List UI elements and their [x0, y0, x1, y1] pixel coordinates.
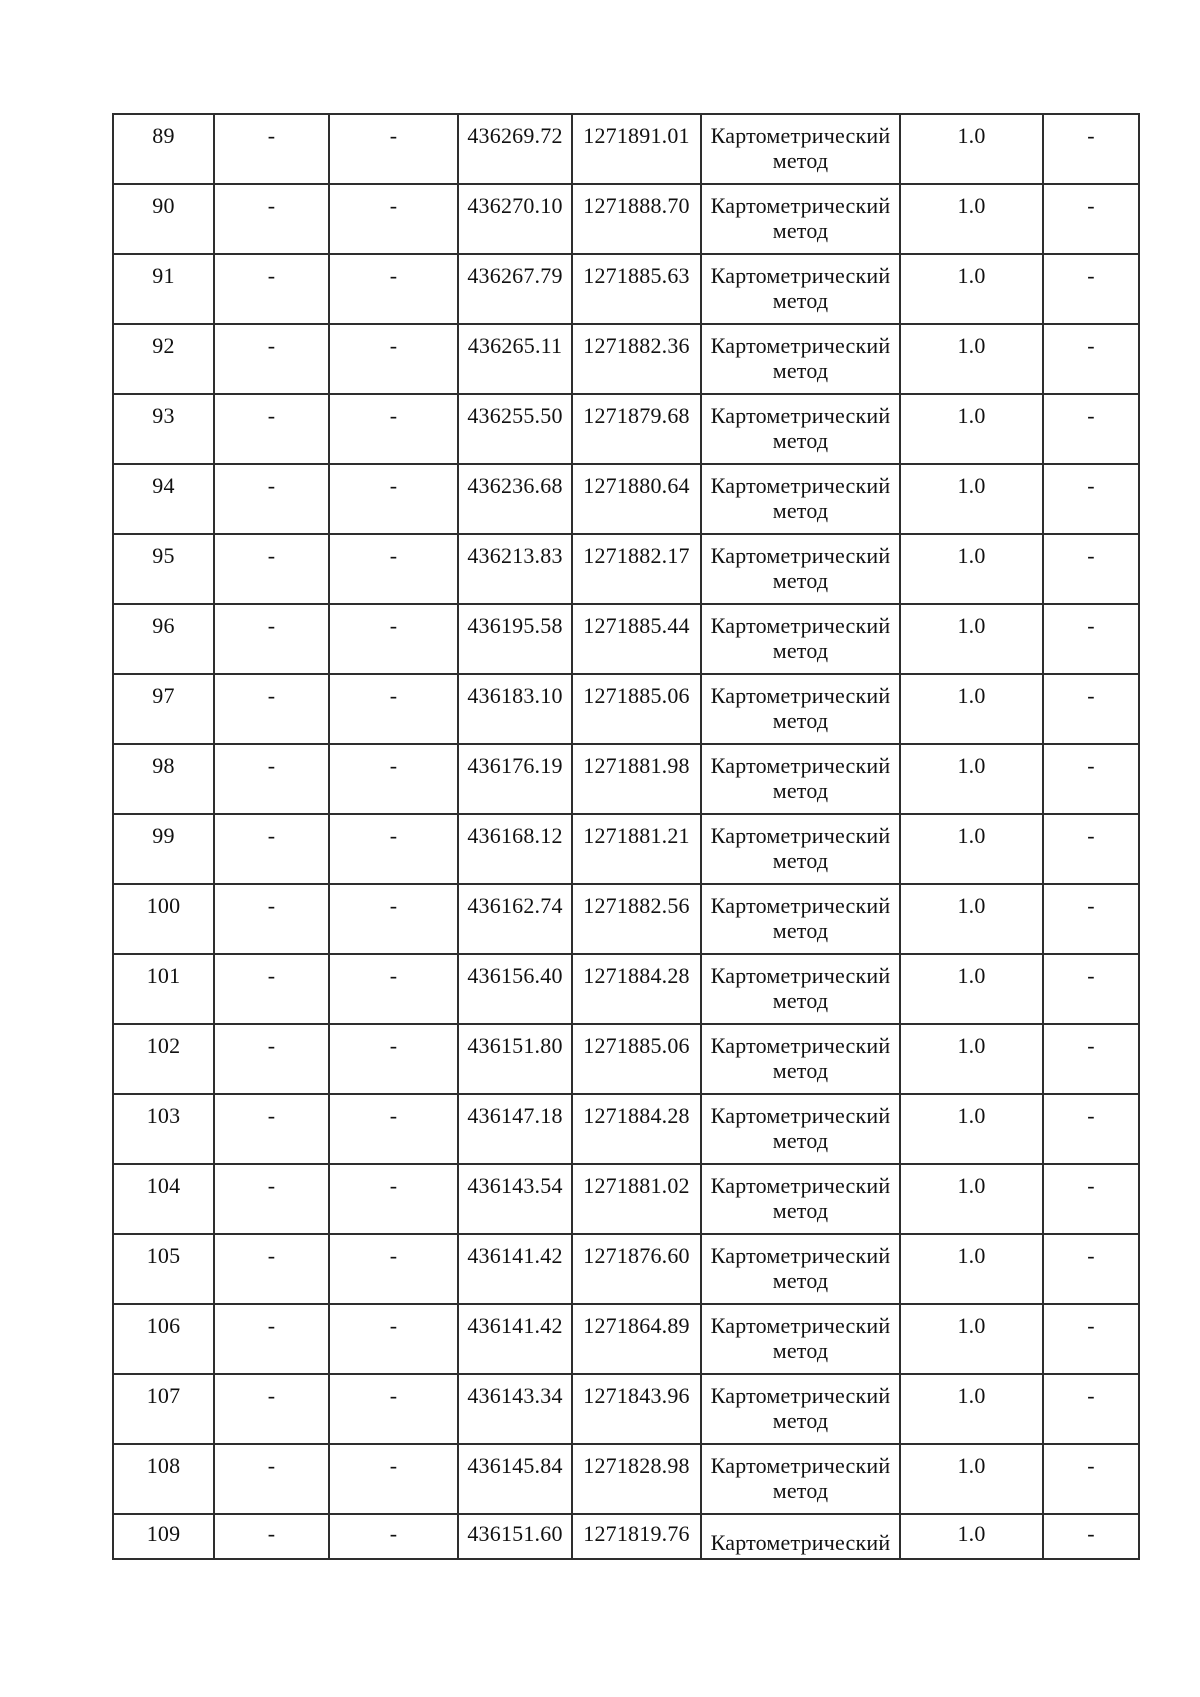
- method-cell: Картометрический метод: [701, 394, 900, 464]
- y-coordinate-cell: 1271876.60: [572, 1234, 701, 1304]
- point-number-cell: 92: [113, 324, 214, 394]
- existing-y-cell: -: [329, 954, 458, 1024]
- table-row: [113, 1164, 1139, 1234]
- existing-y-cell: -: [329, 1374, 458, 1444]
- point-number-cell: 107: [113, 1374, 214, 1444]
- point-number-cell: 97: [113, 674, 214, 744]
- x-coordinate-cell: 436267.79: [458, 254, 572, 324]
- method-cell: Картометрический метод: [701, 884, 900, 954]
- method-cell: Картометрический метод: [701, 814, 900, 884]
- precision-cell: 1.0: [900, 674, 1043, 744]
- table-row: [113, 814, 1139, 884]
- method-cell: Картометрический метод: [701, 604, 900, 674]
- point-number-cell: 93: [113, 394, 214, 464]
- existing-x-cell: -: [214, 1374, 329, 1444]
- method-cell: Картометрический метод: [701, 1444, 900, 1514]
- y-coordinate-cell: 1271881.98: [572, 744, 701, 814]
- existing-x-cell: -: [214, 954, 329, 1024]
- point-number-cell: 105: [113, 1234, 214, 1304]
- description-cell: -: [1043, 814, 1139, 884]
- precision-cell: 1.0: [900, 744, 1043, 814]
- x-coordinate-cell: 436255.50: [458, 394, 572, 464]
- point-number-cell: 98: [113, 744, 214, 814]
- existing-y-cell: -: [329, 1094, 458, 1164]
- table-row: [113, 324, 1139, 394]
- x-coordinate-cell: 436143.54: [458, 1164, 572, 1234]
- table-row: [113, 464, 1139, 534]
- table-row: [113, 394, 1139, 464]
- point-number-cell: 106: [113, 1304, 214, 1374]
- point-number-cell: 100: [113, 884, 214, 954]
- precision-cell: 1.0: [900, 114, 1043, 184]
- precision-cell: 1.0: [900, 1514, 1043, 1559]
- existing-y-cell: -: [329, 464, 458, 534]
- existing-x-cell: -: [214, 1304, 329, 1374]
- precision-cell: 1.0: [900, 1444, 1043, 1514]
- description-cell: -: [1043, 954, 1139, 1024]
- point-number-cell: 95: [113, 534, 214, 604]
- precision-cell: 1.0: [900, 184, 1043, 254]
- existing-y-cell: -: [329, 394, 458, 464]
- y-coordinate-cell: 1271881.21: [572, 814, 701, 884]
- method-cell: Картометрический метод: [701, 1164, 900, 1234]
- existing-x-cell: -: [214, 464, 329, 534]
- existing-y-cell: -: [329, 184, 458, 254]
- existing-y-cell: -: [329, 1234, 458, 1304]
- existing-x-cell: -: [214, 1234, 329, 1304]
- precision-cell: 1.0: [900, 1374, 1043, 1444]
- x-coordinate-cell: 436141.42: [458, 1304, 572, 1374]
- point-number-cell: 91: [113, 254, 214, 324]
- precision-cell: 1.0: [900, 394, 1043, 464]
- y-coordinate-cell: 1271882.36: [572, 324, 701, 394]
- method-cell: Картометрический метод: [701, 184, 900, 254]
- description-cell: -: [1043, 1234, 1139, 1304]
- existing-x-cell: -: [214, 184, 329, 254]
- existing-y-cell: -: [329, 1514, 458, 1559]
- y-coordinate-cell: 1271828.98: [572, 1444, 701, 1514]
- x-coordinate-cell: 436151.60: [458, 1514, 572, 1559]
- table-row: [113, 1094, 1139, 1164]
- description-cell: -: [1043, 114, 1139, 184]
- table-row: [113, 744, 1139, 814]
- description-cell: -: [1043, 534, 1139, 604]
- method-cell: Картометрический: [701, 1514, 900, 1559]
- y-coordinate-cell: 1271819.76: [572, 1514, 701, 1559]
- precision-cell: 1.0: [900, 1094, 1043, 1164]
- x-coordinate-cell: 436270.10: [458, 184, 572, 254]
- existing-x-cell: -: [214, 814, 329, 884]
- y-coordinate-cell: 1271885.06: [572, 1024, 701, 1094]
- point-number-cell: 102: [113, 1024, 214, 1094]
- description-cell: -: [1043, 1094, 1139, 1164]
- method-cell: Картометрический метод: [701, 674, 900, 744]
- table-row: [113, 1444, 1139, 1514]
- method-cell: Картометрический метод: [701, 1024, 900, 1094]
- table-row: [113, 884, 1139, 954]
- y-coordinate-cell: 1271888.70: [572, 184, 701, 254]
- method-cell: Картометрический метод: [701, 1234, 900, 1304]
- description-cell: -: [1043, 394, 1139, 464]
- y-coordinate-cell: 1271882.17: [572, 534, 701, 604]
- existing-x-cell: -: [214, 394, 329, 464]
- existing-x-cell: -: [214, 254, 329, 324]
- point-number-cell: 99: [113, 814, 214, 884]
- method-cell: Картометрический метод: [701, 464, 900, 534]
- table-row: [113, 254, 1139, 324]
- coordinates-table: [112, 113, 1140, 1560]
- point-number-cell: 104: [113, 1164, 214, 1234]
- table-row: [113, 1024, 1139, 1094]
- x-coordinate-cell: 436213.83: [458, 534, 572, 604]
- point-number-cell: 96: [113, 604, 214, 674]
- x-coordinate-cell: 436141.42: [458, 1234, 572, 1304]
- description-cell: -: [1043, 884, 1139, 954]
- table-row: [113, 114, 1139, 184]
- existing-x-cell: -: [214, 324, 329, 394]
- existing-x-cell: -: [214, 744, 329, 814]
- existing-x-cell: -: [214, 1444, 329, 1514]
- existing-y-cell: -: [329, 814, 458, 884]
- precision-cell: 1.0: [900, 324, 1043, 394]
- description-cell: -: [1043, 1164, 1139, 1234]
- x-coordinate-cell: 436183.10: [458, 674, 572, 744]
- x-coordinate-cell: 436143.34: [458, 1374, 572, 1444]
- existing-y-cell: -: [329, 744, 458, 814]
- y-coordinate-cell: 1271885.63: [572, 254, 701, 324]
- precision-cell: 1.0: [900, 814, 1043, 884]
- precision-cell: 1.0: [900, 604, 1043, 674]
- y-coordinate-cell: 1271880.64: [572, 464, 701, 534]
- description-cell: -: [1043, 324, 1139, 394]
- table-row: [113, 184, 1139, 254]
- method-cell: Картометрический метод: [701, 1374, 900, 1444]
- description-cell: -: [1043, 744, 1139, 814]
- x-coordinate-cell: 436147.18: [458, 1094, 572, 1164]
- method-cell: Картометрический метод: [701, 254, 900, 324]
- method-cell: Картометрический метод: [701, 324, 900, 394]
- y-coordinate-cell: 1271885.06: [572, 674, 701, 744]
- description-cell: -: [1043, 1444, 1139, 1514]
- y-coordinate-cell: 1271884.28: [572, 954, 701, 1024]
- coordinate-table-container: [112, 113, 1138, 1560]
- existing-x-cell: -: [214, 1164, 329, 1234]
- precision-cell: 1.0: [900, 1304, 1043, 1374]
- x-coordinate-cell: 436168.12: [458, 814, 572, 884]
- table-body: [113, 114, 1139, 1559]
- x-coordinate-cell: 436269.72: [458, 114, 572, 184]
- description-cell: -: [1043, 1024, 1139, 1094]
- existing-y-cell: -: [329, 1164, 458, 1234]
- method-cell: Картометрический метод: [701, 1094, 900, 1164]
- x-coordinate-cell: 436236.68: [458, 464, 572, 534]
- existing-y-cell: -: [329, 674, 458, 744]
- point-number-cell: 101: [113, 954, 214, 1024]
- method-cell: Картометрический метод: [701, 114, 900, 184]
- point-number-cell: 108: [113, 1444, 214, 1514]
- x-coordinate-cell: 436145.84: [458, 1444, 572, 1514]
- point-number-cell: 90: [113, 184, 214, 254]
- description-cell: -: [1043, 1304, 1139, 1374]
- table-row: [113, 1374, 1139, 1444]
- point-number-cell: 103: [113, 1094, 214, 1164]
- method-cell: Картометрический метод: [701, 534, 900, 604]
- existing-x-cell: -: [214, 1024, 329, 1094]
- x-coordinate-cell: 436156.40: [458, 954, 572, 1024]
- existing-y-cell: -: [329, 884, 458, 954]
- existing-y-cell: -: [329, 1024, 458, 1094]
- y-coordinate-cell: 1271885.44: [572, 604, 701, 674]
- description-cell: -: [1043, 1514, 1139, 1559]
- precision-cell: 1.0: [900, 1024, 1043, 1094]
- precision-cell: 1.0: [900, 464, 1043, 534]
- precision-cell: 1.0: [900, 1234, 1043, 1304]
- table-row: [113, 674, 1139, 744]
- existing-y-cell: -: [329, 1304, 458, 1374]
- table-row: [113, 1234, 1139, 1304]
- y-coordinate-cell: 1271884.28: [572, 1094, 701, 1164]
- existing-y-cell: -: [329, 534, 458, 604]
- method-cell: Картометрический метод: [701, 1304, 900, 1374]
- table-row: [113, 1304, 1139, 1374]
- y-coordinate-cell: 1271882.56: [572, 884, 701, 954]
- precision-cell: 1.0: [900, 254, 1043, 324]
- description-cell: -: [1043, 184, 1139, 254]
- existing-x-cell: -: [214, 884, 329, 954]
- method-cell: Картометрический метод: [701, 954, 900, 1024]
- y-coordinate-cell: 1271843.96: [572, 1374, 701, 1444]
- y-coordinate-cell: 1271864.89: [572, 1304, 701, 1374]
- description-cell: -: [1043, 254, 1139, 324]
- existing-x-cell: -: [214, 114, 329, 184]
- method-cell: Картометрический метод: [701, 744, 900, 814]
- y-coordinate-cell: 1271891.01: [572, 114, 701, 184]
- existing-x-cell: -: [214, 534, 329, 604]
- description-cell: -: [1043, 464, 1139, 534]
- x-coordinate-cell: 436151.80: [458, 1024, 572, 1094]
- point-number-cell: 94: [113, 464, 214, 534]
- existing-x-cell: -: [214, 604, 329, 674]
- existing-y-cell: -: [329, 1444, 458, 1514]
- x-coordinate-cell: 436176.19: [458, 744, 572, 814]
- y-coordinate-cell: 1271879.68: [572, 394, 701, 464]
- description-cell: -: [1043, 604, 1139, 674]
- existing-y-cell: -: [329, 254, 458, 324]
- existing-x-cell: -: [214, 674, 329, 744]
- description-cell: -: [1043, 1374, 1139, 1444]
- point-number-cell: 109: [113, 1514, 214, 1559]
- existing-y-cell: -: [329, 114, 458, 184]
- table-row: [113, 954, 1139, 1024]
- existing-y-cell: -: [329, 324, 458, 394]
- precision-cell: 1.0: [900, 1164, 1043, 1234]
- existing-x-cell: -: [214, 1094, 329, 1164]
- precision-cell: 1.0: [900, 884, 1043, 954]
- existing-y-cell: -: [329, 604, 458, 674]
- description-cell: -: [1043, 674, 1139, 744]
- x-coordinate-cell: 436195.58: [458, 604, 572, 674]
- point-number-cell: 89: [113, 114, 214, 184]
- precision-cell: 1.0: [900, 534, 1043, 604]
- existing-x-cell: -: [214, 1514, 329, 1559]
- y-coordinate-cell: 1271881.02: [572, 1164, 701, 1234]
- precision-cell: 1.0: [900, 954, 1043, 1024]
- table-row: [113, 1514, 1139, 1559]
- table-row: [113, 534, 1139, 604]
- x-coordinate-cell: 436162.74: [458, 884, 572, 954]
- table-row: [113, 604, 1139, 674]
- x-coordinate-cell: 436265.11: [458, 324, 572, 394]
